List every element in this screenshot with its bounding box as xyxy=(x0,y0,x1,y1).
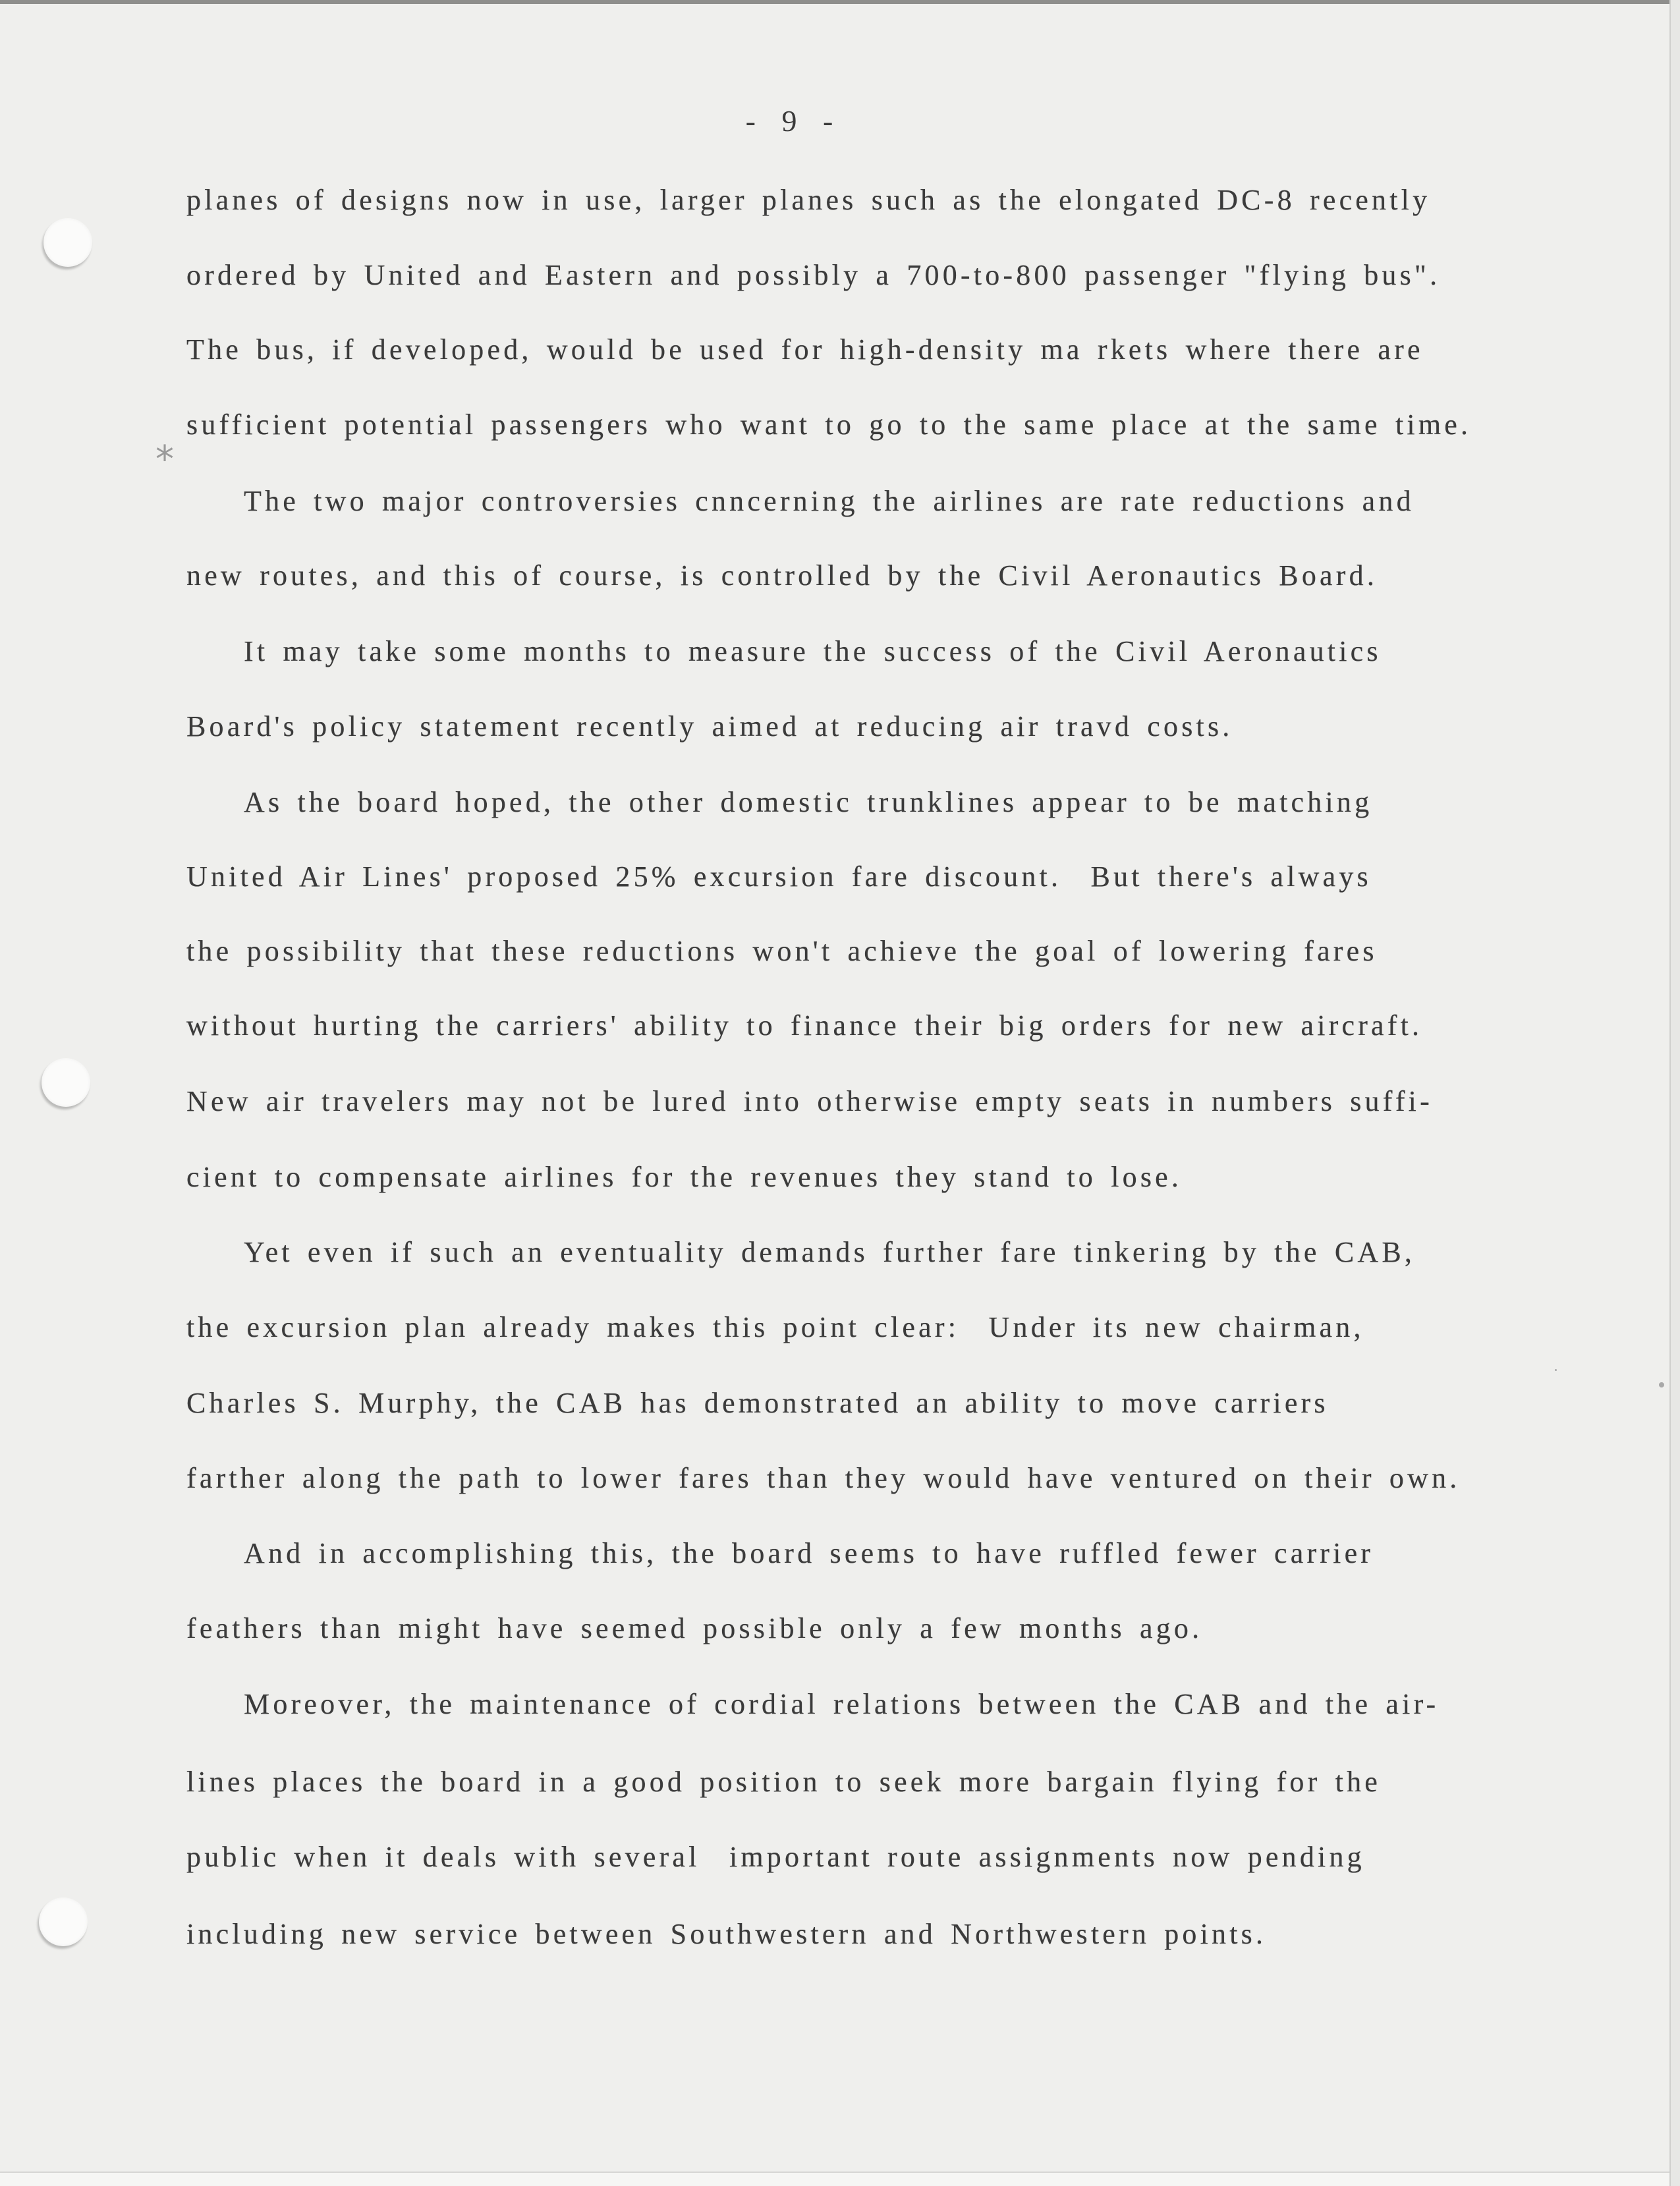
text-line: sufficient potential passengers who want to go to the same place at the same time. xyxy=(186,408,1472,441)
text-line: public when it deals with several important route assignments now pending xyxy=(186,1841,1365,1873)
punch-hole-bottom xyxy=(39,1897,88,1946)
text-line: new routes, and this of course, is controlled by the Civil Aeronautics Board. xyxy=(186,559,1378,592)
text-line: Moreover, the maintenance of cordial relations between the CAB and the air- xyxy=(244,1688,1440,1720)
text-line: As the board hoped, the other domestic trunklines appear to be matching xyxy=(244,786,1373,818)
text-line: Charles S. Murphy, the CAB has demonstrated an ability to move carriers xyxy=(186,1387,1329,1419)
text-line: New air travelers may not be lured into otherwise empty seats in numbers suffi- xyxy=(186,1085,1433,1117)
text-line: including new service between Southwestern and Northwestern points. xyxy=(186,1918,1267,1950)
text-line: without hurting the carriers' ability to finance their big orders for new aircraft. xyxy=(186,1009,1423,1042)
text-line: ordered by United and Eastern and possibly a 700-to-800 passenger "flying bus". xyxy=(186,259,1441,291)
text-line: the possibility that these reductions won't achieve the goal of lowering fares xyxy=(186,935,1378,967)
text-line: And in accomplishing this, the board seems to have ruffled fewer carrier xyxy=(244,1537,1374,1569)
text-line: The two major controversies cnncerning the airlines are rate reductions and xyxy=(244,485,1414,517)
text-line: feathers than might have seemed possible only a few months ago. xyxy=(186,1612,1203,1644)
text-line: lines places the board in a good position to seek more bargain flying for the xyxy=(186,1766,1382,1798)
text-line: planes of designs now in use, larger planes such as the elongated DC-8 recently xyxy=(186,184,1431,216)
page-number: - 9 - xyxy=(745,104,843,138)
page-edge-bottom xyxy=(0,2172,1669,2186)
margin-asterisk-mark: * xyxy=(155,438,174,481)
page-edge-right xyxy=(1669,0,1680,2186)
text-line: Yet even if such an eventuality demands further fare tinkering by the CAB, xyxy=(244,1236,1416,1268)
text-line: The bus, if developed, would be used for high-density ma rkets where there are xyxy=(186,333,1424,366)
text-line: cient to compensate airlines for the revenues they stand to lose. xyxy=(186,1161,1183,1193)
paper-speck xyxy=(1555,1369,1557,1371)
punch-hole-top xyxy=(43,218,92,267)
text-line: the excursion plan already makes this point clear: Under its new chairman, xyxy=(186,1311,1364,1343)
text-line: farther along the path to lower fares than they would have ventured on their own. xyxy=(186,1462,1461,1494)
text-line: Board's policy statement recently aimed at reducing air travd costs. xyxy=(186,710,1233,743)
text-line: It may take some months to measure the success of the Civil Aeronautics xyxy=(244,635,1382,667)
paper-speck xyxy=(1659,1382,1664,1387)
punch-hole-middle xyxy=(42,1058,90,1107)
text-line: United Air Lines' proposed 25% excursion fare discount. But there's always xyxy=(186,860,1372,893)
